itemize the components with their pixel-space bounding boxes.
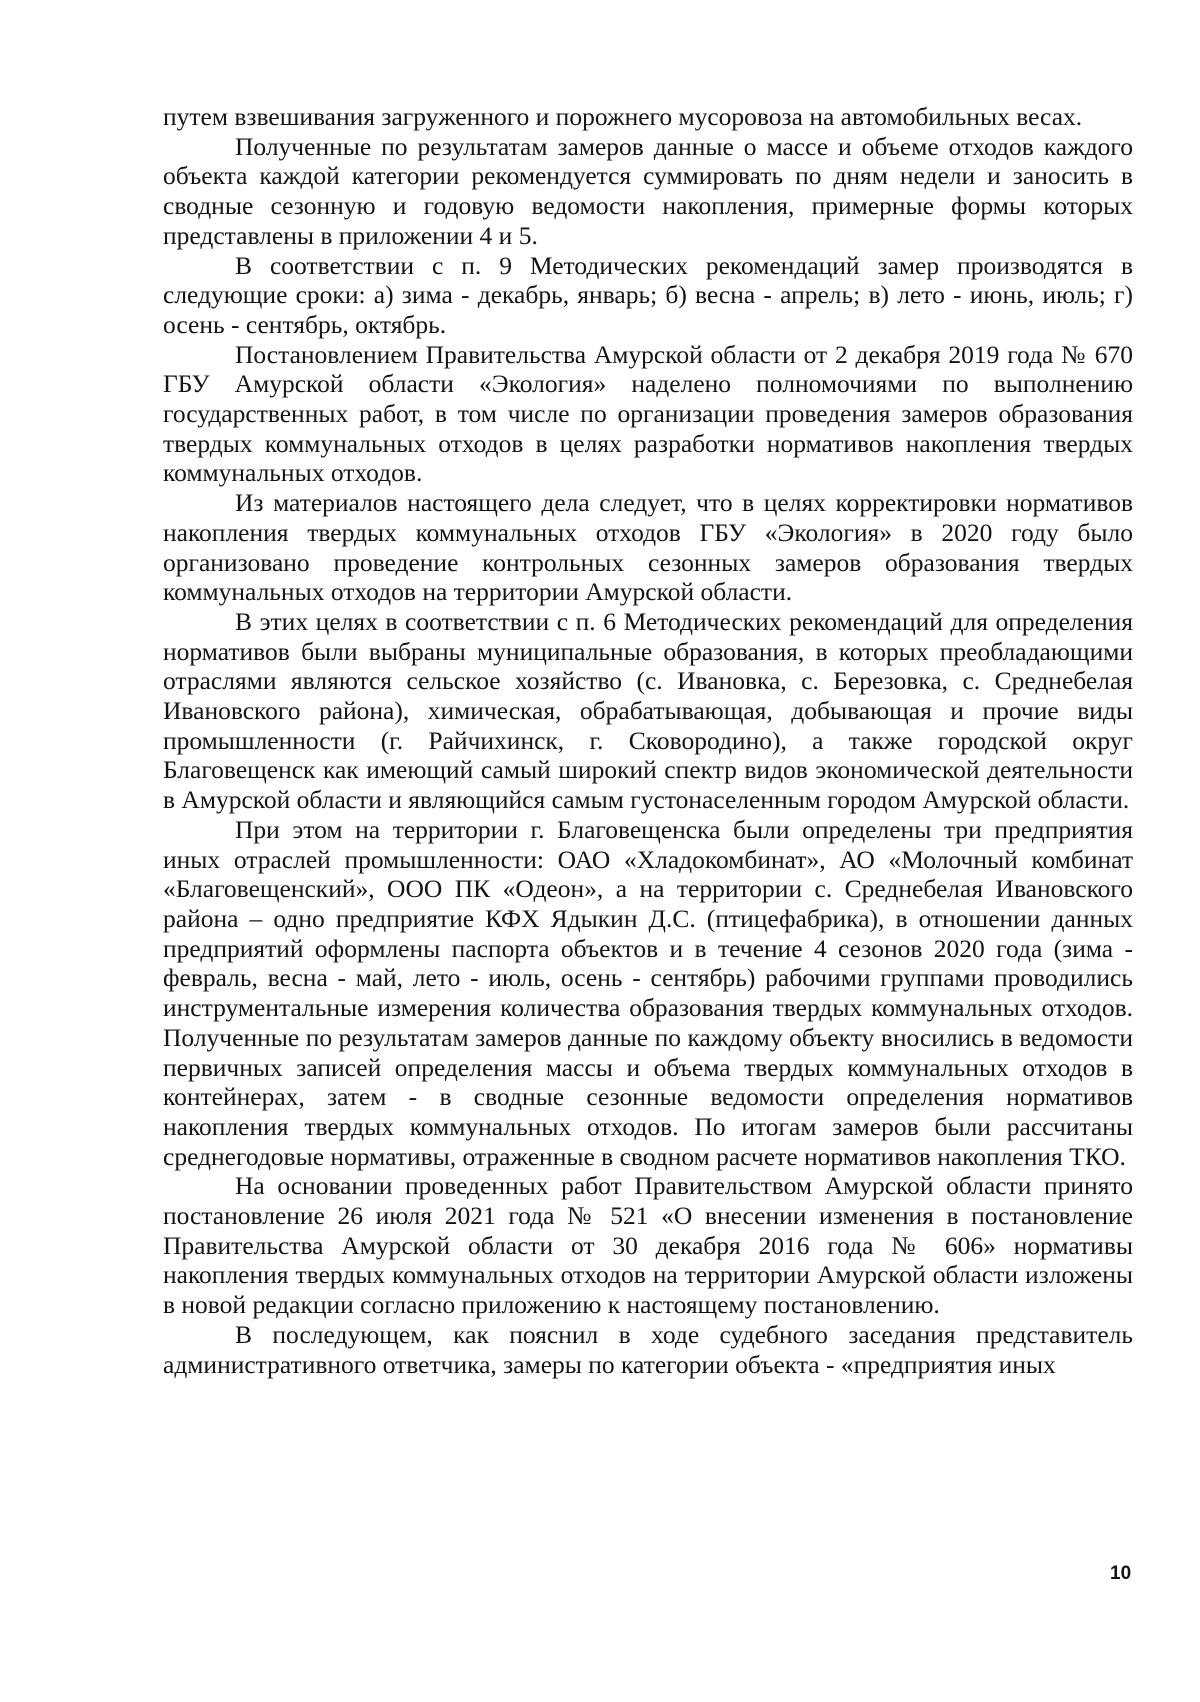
paragraph-3: В соответствии с п. 9 Методических рекомендаций замер производятся в следующие сроки: а) зима - декабрь, январь; б) весна - апрель; в) лето - июнь, июль; г) осень - сентябрь, октябрь. [163, 250, 1133, 339]
paragraph-8: На основании проведенных работ Правительством Амурской области принято постановление 26 июля 2021 года № 521 «О внесении изменения в постановление Правительства Амурской области от 30 декабря 2016 года № 606» нормативы накопления твердых коммунальных отходов на территории Амурской области изложены в новой редакции согласно приложению к настоящему постановлению. [163, 1171, 1133, 1320]
paragraph-9: В последующем, как пояснил в ходе судебного заседания представитель административного ответчика, замеры по категории объекта - «предприятия иных [163, 1319, 1133, 1379]
document-body [163, 102, 1133, 1379]
paragraph-4: Постановлением Правительства Амурской области от 2 декабря 2019 года № 670 ГБУ Амурской области «Экология» наделено полномочиями по выполнению государственных работ, в том числе по организации проведения замеров образования твердых коммунальных отходов в целях разработки нормативов накопления твердых коммунальных отходов. [163, 339, 1133, 488]
paragraph-6: В этих целях в соответствии с п. 6 Методических рекомендаций для определения нормативов были выбраны муниципальные образования, в которых преобладающими отраслями являются сельское хозяйство (с. Ивановка, с. Березовка, с. Среднебелая Ивановского района), химическая, обрабатывающая, добывающая и прочие виды промышленности (г. Райчихинск, г. Сковородино), а также городской округ Благовещенск как имеющий самый широкий спектр видов экономической деятельности в Амурской области и являющийся самым густонаселенным городом Амурской области. [163, 606, 1133, 815]
paragraph-1: путем взвешивания загруженного и порожнего мусоровоза на автомобильных весах. [163, 102, 1083, 131]
paragraph-7: При этом на территории г. Благовещенска были определены три предприятия иных отраслей промышленности: ОАО «Хладокомбинат», АО «Молочный комбинат «Благовещенский», ООО ПК «Одеон», а на территории с. Среднебелая Ивановского района – одно предприятие КФХ Ядыкин Д.С. (птицефабрика), в отношении данных предприятий оформлены паспорта объектов и в течение 4 сезонов 2020 года (зима - февраль, весна - май, лето - июль, осень - сентябрь) рабочими группами проводились инструментальные измерения количества образования твердых коммунальных отходов. Полученные по результатам замеров данные по каждому объекту вносились в ведомости первичных записей определения массы и объема твердых коммунальных отходов в контейнерах, затем - в сводные сезонные ведомости определения нормативов накопления твердых коммунальных отходов. По итогам замеров были рассчитаны среднегодовые нормативы, отраженные в сводном расчете нормативов накопления ТКО. [163, 814, 1133, 1171]
paragraph-2: Полученные по результатам замеров данные о массе и объеме отходов каждого объекта каждой категории рекомендуется суммировать по дням недели и заносить в сводные сезонную и годовую ведомости накопления, примерные формы которых представлены в приложении 4 и 5. [163, 131, 1133, 250]
paragraph-5: Из материалов настоящего дела следует, что в целях корректировки нормативов накопления твердых коммунальных отходов ГБУ «Экология» в 2020 году было организовано проведение контрольных сезонных замеров образования твердых коммунальных отходов на территории Амурской области. [163, 488, 1133, 607]
page-number: 10 [1110, 1563, 1132, 1584]
